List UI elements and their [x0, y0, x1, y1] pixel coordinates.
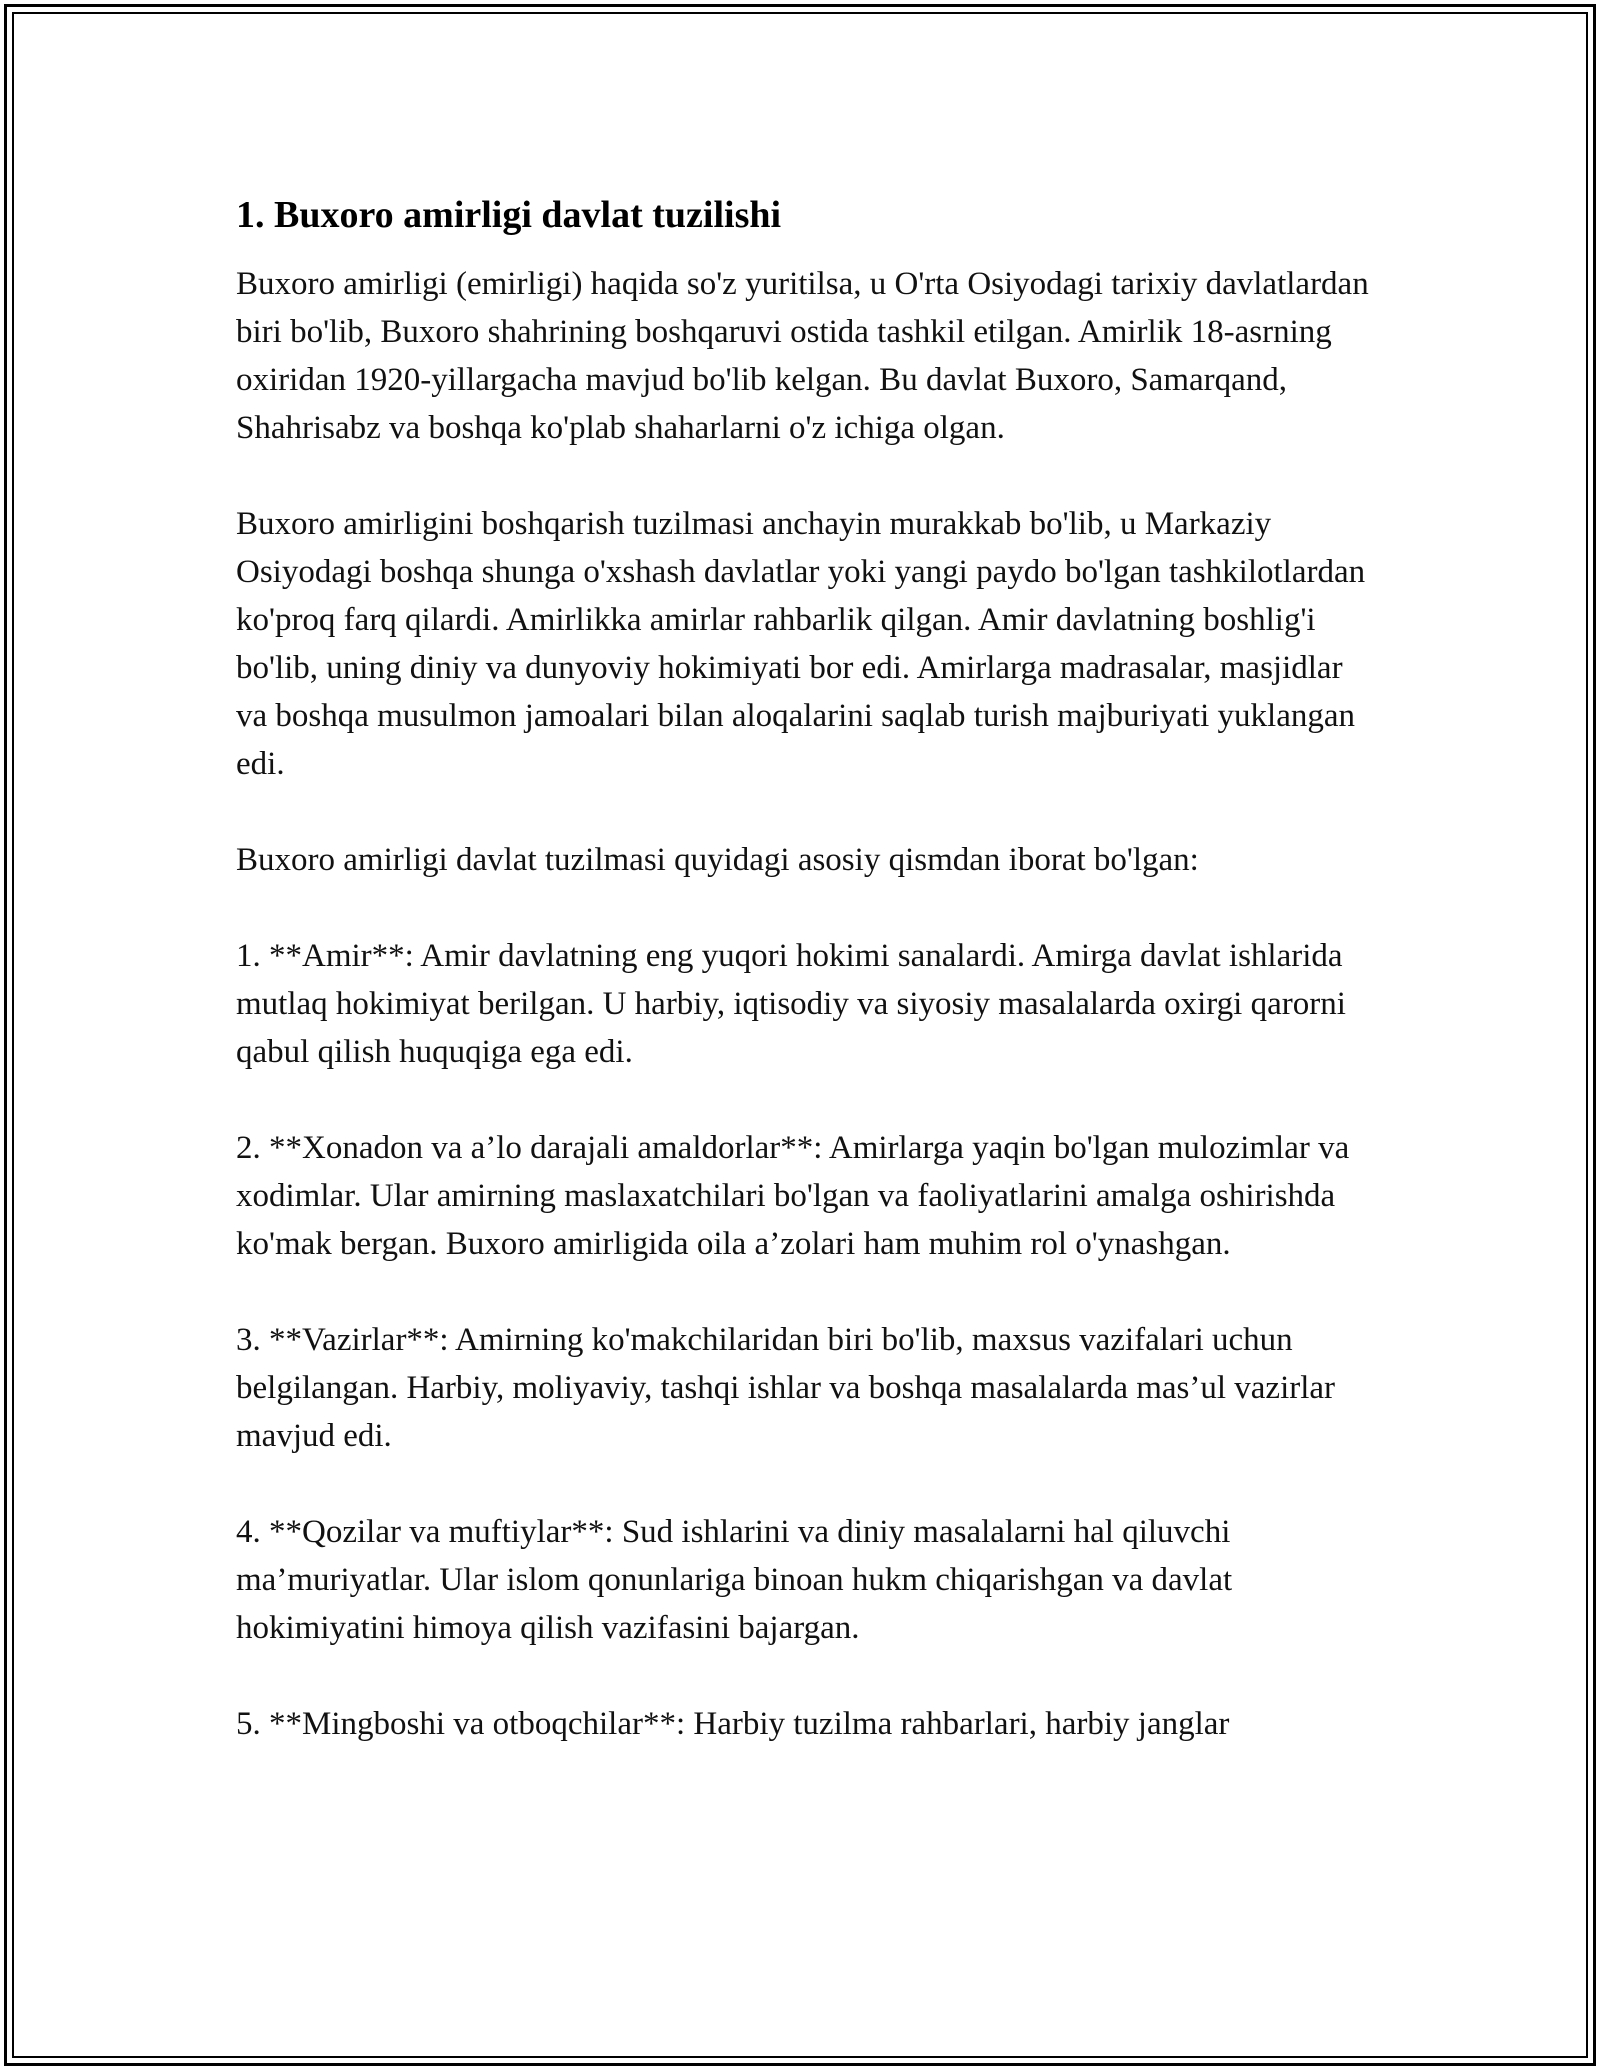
structure-intro-paragraph: Buxoro amirligi davlat tuzilmasi quyidagi asosiy qismdan iborat bo'lgan:	[236, 842, 1199, 878]
list-item-judges: 4. **Qozilar va muftiylar**: Sud ishlarini va diniy masalalarni hal qiluvchi ma’muriyatlar. Ular islom qonunlariga binoan hukm chiqarishgan va davlat hokimiyatini himoya qilish vazifasini bajargan.	[236, 1514, 1233, 1646]
document-body	[236, 188, 1376, 1796]
governance-paragraph: Buxoro amirligini boshqarish tuzilmasi anchayin murakkab bo'lib, u Markaziy Osiyodagi boshqa shunga o'xshash davlatlar yoki yangi paydo bo'lgan tashkilotlardan ko'proq farq qilardi. Amirlikka amirlar rahbarlik qilgan. Amir davlatning boshlig'i bo'lib, uning diniy va dunyoviy hokimiyati bor edi. Amirlarga madrasalar, masjidlar va boshqa musulmon jamoalari bilan aloqalarini saqlab turish majburiyati yuklangan edi.	[236, 506, 1366, 782]
list-item-ministers: 3. **Vazirlar**: Amirning ko'makchilaridan biri bo'lib, maxsus vazifalari uchun belgilangan. Harbiy, moliyaviy, tashqi ishlar va boshqa masalalarda mas’ul vazirlar mavjud edi.	[236, 1322, 1336, 1454]
intro-paragraph: Buxoro amirligi (emirligi) haqida so'z yuritilsa, u O'rta Osiyodagi tarixiy davlatlardan biri bo'lib, Buxoro shahrining boshqaruvi ostida tashkil etilgan. Amirlik 18-asrning oxiridan 1920-yillargacha mavjud bo'lib kelgan. Bu davlat Buxoro, Samarqand, Shahrisabz va boshqa ko'plab shaharlarni o'z ichiga olgan.	[236, 266, 1369, 446]
list-item-officials: 2. **Xonadon va a’lo darajali amaldorlar**: Amirlarga yaqin bo'lgan mulozimlar va xodimlar. Ular amirning maslaxatchilari bo'lgan va faoliyatlarini amalga oshirishda ko'mak bergan. Buxoro amirligida oila a’zolari ham muhim rol o'ynashgan.	[236, 1130, 1350, 1262]
document-heading: 1. Buxoro amirligi davlat tuzilishi	[236, 194, 782, 236]
list-item-amir: 1. **Amir**: Amir davlatning eng yuqori hokimi sanalardi. Amirga davlat ishlarida mutlaq hokimiyat berilgan. U harbiy, iqtisodiy va siyosiy masalalarda oxirgi qarorni qabul qilish huquqiga ega edi.	[236, 938, 1346, 1070]
list-item-military: 5. **Mingboshi va otboqchilar**: Harbiy tuzilma rahbarlari, harbiy janglar	[236, 1706, 1230, 1742]
